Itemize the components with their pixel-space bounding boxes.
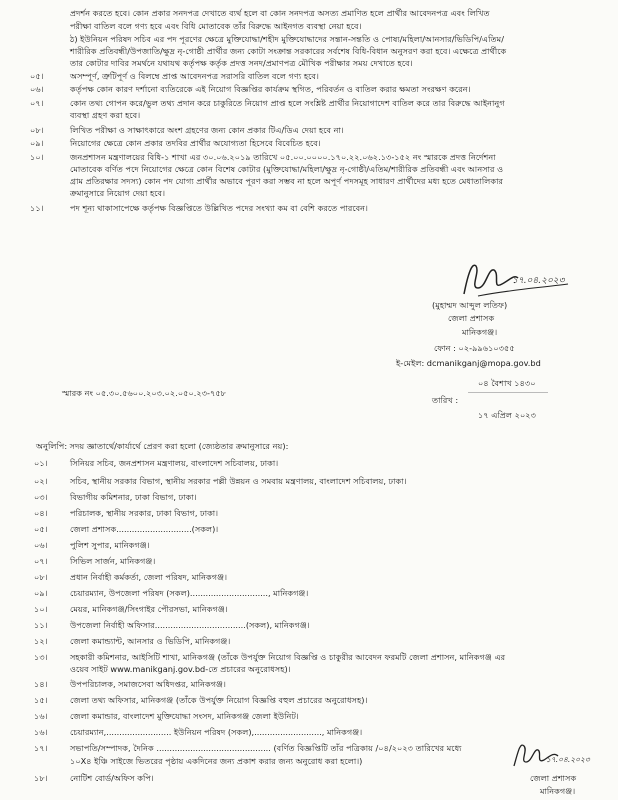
paragraph-line: তার কোটার দাবির সমর্থনে যথাযথ কর্তৃপক্ষ কর্তৃক প্রদত্ত সনদ/প্রমাণপত্র মৌখিক পরীক্ষার সময় দেখাতে হবে। (70, 58, 413, 68)
copy-item-number: ১৮। (34, 773, 48, 783)
signatory-designation: জেলা প্রশাসক (448, 313, 495, 323)
copy-item-text: প্রধান নির্বাহী কর্মকর্তা, জেলা পরিষদ, মানিকগঞ্জ। (70, 572, 228, 582)
signatory-designation: জেলা প্রশাসক (530, 773, 577, 783)
copy-item-text: উপজেলা নির্বাহী অফিসার...................................(সকল), মানিকগঞ্জ। (70, 620, 310, 630)
item-text: কর্তৃপক্ষ কোন কারণ দর্শানো ব্যতিরেকে এই নিয়োগ বিজ্ঞপ্তির কার্যক্রম স্থগিত, পরিবর্তন ও বাতিল করার ক্ষমতা সংরক্ষণ করেন। (70, 84, 471, 94)
copy-item-text: সচিব, স্থানীয় সরকার বিভাগ, স্থানীয় সরকার পল্লী উন্নয়ন ও সমবায় মন্ত্রণালয়, বাংলাদেশ সচিবালয়, ঢাকা। (70, 476, 407, 486)
item-number: ১১। (30, 203, 44, 213)
item-text: অসম্পূর্ণ, ত্রুটিপূর্ণ ও বিলম্বে প্রাপ্ত আবেদনপত্র সরাসরি বাতিল বলে গণ্য হবে। (70, 71, 319, 81)
memo-reference: স্মারক নং ০৫.৩০.৫৬০০.২০৩.০২.০৫০.২৩-৭৫৮ (62, 388, 226, 398)
copy-item-number: ০৬। (34, 540, 48, 550)
copy-item-number: ০১। (34, 458, 48, 468)
copy-item-number: ১১। (34, 620, 48, 630)
item-text: কোন তথ্য গোপন করে/ভুল তথ্য প্রদান করে চাকুরিতে নিয়োগ প্রাপ্ত হলে সংশ্লিষ্ট প্রার্থীর নিয়োগাদেশ বাতিল করে তার বিরুদ্ধে আইনানুগ (70, 98, 505, 108)
signature-date: ১৭.০৪.২০২৩ (546, 755, 590, 764)
paragraph-line: প্রদর্শন করতে হবে। কোন প্রকার সনদপত্র দেখাতে ব্যর্থ হলে বা কোন সনদপত্র অসত্য প্রমাণিত হলে প্রার্থীর আবেদনপত্র এবং লিখিত (70, 8, 490, 18)
copy-item-text: জেলা কমান্ডার, বাংলাদেশ মুক্তিযোদ্ধা সংসদ, মানিকগঞ্জ জেলা ইউনিট। (70, 711, 299, 721)
item-text: লিখিত পরীক্ষা ও সাক্ষাৎকারে অংশ গ্রহণের জন্য কোন প্রকার টিএ/ডিএ দেয়া হবে না। (70, 125, 344, 135)
item-number: ০৬। (30, 84, 44, 94)
copy-item-text: সহকারী কমিশনার, আইসিটি শাখা, মানিকগঞ্জ (তাঁকে উপর্যুক্ত নিয়োগ বিজ্ঞপ্তি ও চাকুরীর আবেদন ফরমটি জেলা প্রশাসন, মানিকগঞ্জ এর (70, 652, 506, 662)
copy-item-number: ০৭। (34, 556, 48, 566)
copy-item-text: পরিচালক, স্থানীয় সরকার, ঢাকা বিভাগ, ঢাকা। (70, 508, 219, 518)
email-address: ই-মেইল: dcmanikganj@mopa.gov.bd (396, 358, 541, 368)
item-text: জনপ্রশাসন মন্ত্রণালয়ের বিধি-১ শাখা এর ৩০.০৬.২০১৯ তারিখে ০৫.০০.০০০০.১৭০.২২.০৬২.১৩-১৫২ নং স্মারকে প্রদত্ত নির্দেশনা (70, 152, 496, 162)
paragraph-line: পরীক্ষা বাতিল বলে গণ্য হবে এবং বিধি মোতাবেক তাঁর বিরুদ্ধে আইনগত ব্যবস্থা নেয়া হবে। (70, 21, 362, 31)
copy-item-number: ০৩। (34, 492, 48, 502)
paragraph-line: শারীরিক প্রতিবন্ধী/উপজাতি/ক্ষুদ্র নৃ-গোষ্ঠী প্রার্থীর জন্য কোটা সংক্রান্ত সরকারের সর্বশেষ বিধি-বিধান অনুসরণ করা হবে। এক্ষেত্রে প্রার্থীকে (70, 46, 507, 56)
paragraph-line: ঠ) ইউনিয়ন পরিষদ সচিব এর পদ পূরণের ক্ষেত্রে মুক্তিযোদ্ধা/শহীদ মুক্তিযোদ্ধাদের সন্তান-সন্ততি ও পোষ্য/মহিলা/আনসার/ভিডিপি/এতিম/ (70, 34, 504, 44)
copy-heading: অনুলিপি: সদয় জ্ঞাতার্থে/কার্যার্থে প্রেরণ করা হলো (জ্যেষ্ঠতার ক্রমানুসারে নয়): (36, 441, 289, 451)
date-label: তারিখ : (432, 395, 459, 405)
date-english: ১৭ এপ্রিল ২০২৩ (478, 410, 536, 420)
copy-item-text: সভাপতি/সম্পাদক, দৈনিক ............................................ (বর্ণিত বিজ্ঞপ্তিটি তাঁর পত্রিকায় /০৪/২০২৩ তারিখের মধ্যে (70, 743, 462, 753)
date-bangla: ০৪ বৈশাখ ১৪৩০ (478, 378, 536, 388)
copy-item-number: ১৪। (34, 679, 48, 689)
item-text: ব্যবস্থা গ্রহণ করা হবে। (70, 110, 141, 120)
signature-date: ১৭.০৪.২০২৩ (512, 276, 565, 286)
copy-item-text: জেলা তথ্য অফিসার, মানিকগঞ্জ (তাঁকে উপর্যুক্ত নিয়োগ বিজ্ঞপ্তি বহুল প্রচারের অনুরোধসহ)। (70, 695, 368, 705)
item-number: ১০। (30, 152, 44, 162)
copy-item-text: ওয়েব সাইট www.manikganj.gov.bd-তে প্রচারের অনুরোধসহ)। (70, 664, 291, 674)
phone-number: ফোন : ০২-৯৯৬১০৩৫৫ (434, 343, 515, 353)
copy-item-text: মেয়র, মানিকগঞ্জ/সিংগাইর পৌরসভা, মানিকগঞ্জ। (70, 604, 228, 614)
signatory-office: মানিকগঞ্জ। (462, 327, 498, 337)
copy-item-number: ০৮। (34, 572, 48, 582)
copy-item-text: চেয়ারম্যান,......................... ইউনিয়ন পরিষদ (সকল),.........................., মানিকগঞ্জ। (70, 727, 363, 737)
copy-item-number: ১৫। (34, 695, 48, 705)
copy-item-text: জেলা কমান্ড্যান্ট, আনসার ও ভিডিপি, মানিকগঞ্জ। (70, 636, 231, 646)
copy-item-text: ১০X৪ ইঞ্চি সাইজে ভিতরের পৃষ্ঠায় একদিনের জন্য প্রকাশ করার জন্য অনুরোধ করা হলো।) (70, 756, 363, 766)
copy-item-number: ০৫। (34, 524, 48, 534)
copy-item-number: ০৪। (34, 508, 48, 518)
signatory-name: (মুহাম্মদ আব্দুল লতিফ) (432, 300, 508, 310)
item-text: পদ শূন্য থাকাসাপেক্ষে কর্তৃপক্ষ বিজ্ঞপ্তিতে উল্লিখিত পদের সংখ্যা কম বা বেশি করতে পারবেন। (70, 203, 368, 213)
copy-item-number: ০৯। (34, 588, 48, 598)
item-text: নিয়োগের ক্ষেত্রে কোন প্রকার তদবির প্রার্থীর অযোগ্যতা হিসেবে বিবেচিত হবে। (70, 138, 321, 148)
copy-item-number: ১৭। (34, 743, 48, 753)
copy-item-text: বিভাগীয় কমিশনার, ঢাকা বিভাগ, ঢাকা। (70, 492, 197, 502)
copy-item-text: নোটিশ বোর্ড/অফিস কপি। (70, 773, 154, 783)
item-number: ০৯। (30, 138, 44, 148)
copy-item-text: সিনিয়র সচিব, জনপ্রশাসন মন্ত্রণালয়, বাংলাদেশ সচিবালয়, ঢাকা। (70, 458, 279, 468)
copy-item-text: জেলা প্রশাসক.............................(সকল)। (70, 524, 219, 534)
item-text: মোতাবেক বর্ণিত পদে নিয়োগের ক্ষেত্রে কোন বিশেষ কোটার (মুক্তিযোদ্ধা/মহিলা/ক্ষুদ্র নৃ-গোষ্ঠী/এতিম/শারীরিক প্রতিবন্ধী এবং আনসার ও (70, 164, 504, 174)
copy-item-text: উপপরিচালক, সমাজসেবা অধিদপ্তর, মানিকগঞ্জ। (70, 679, 226, 689)
item-number: ০৫। (30, 71, 44, 81)
copy-item-text: চেয়ারম্যান, উপজেলা পরিষদ (সকল).............................., মানিকগঞ্জ। (70, 588, 309, 598)
item-text: ক্রমানুসারে নিয়োগ দেয়া হবে। (70, 188, 166, 198)
copy-item-number: ০২। (34, 476, 48, 486)
copy-item-number: ১০। (34, 604, 48, 614)
item-number: ০৭। (30, 98, 44, 108)
copy-item-text: সিভিল সার্জন, মানিকগঞ্জ। (70, 556, 156, 566)
copy-item-number: ১৩। (34, 652, 48, 662)
copy-item-number: ১৬। (34, 727, 48, 737)
item-text: গ্রাম প্রতিরক্ষার সদস্য) কোন পদ যোগ্য প্রার্থীর অভাবে পূরণ করা সম্ভব না হলে অপূর্ণ পদসমূহ সাধারণ প্রার্থীদের মধ্য হতে মেধাতালিকার (70, 176, 503, 186)
copy-item-number: ১২। (34, 636, 48, 646)
item-number: ০৮। (30, 125, 44, 135)
signatory-office: মানিকগঞ্জ। (540, 786, 576, 796)
copy-item-number: ১৬। (34, 711, 48, 721)
copy-item-text: পুলিশ সুপার, মানিকগঞ্জ। (70, 540, 150, 550)
date-divider (468, 392, 548, 393)
